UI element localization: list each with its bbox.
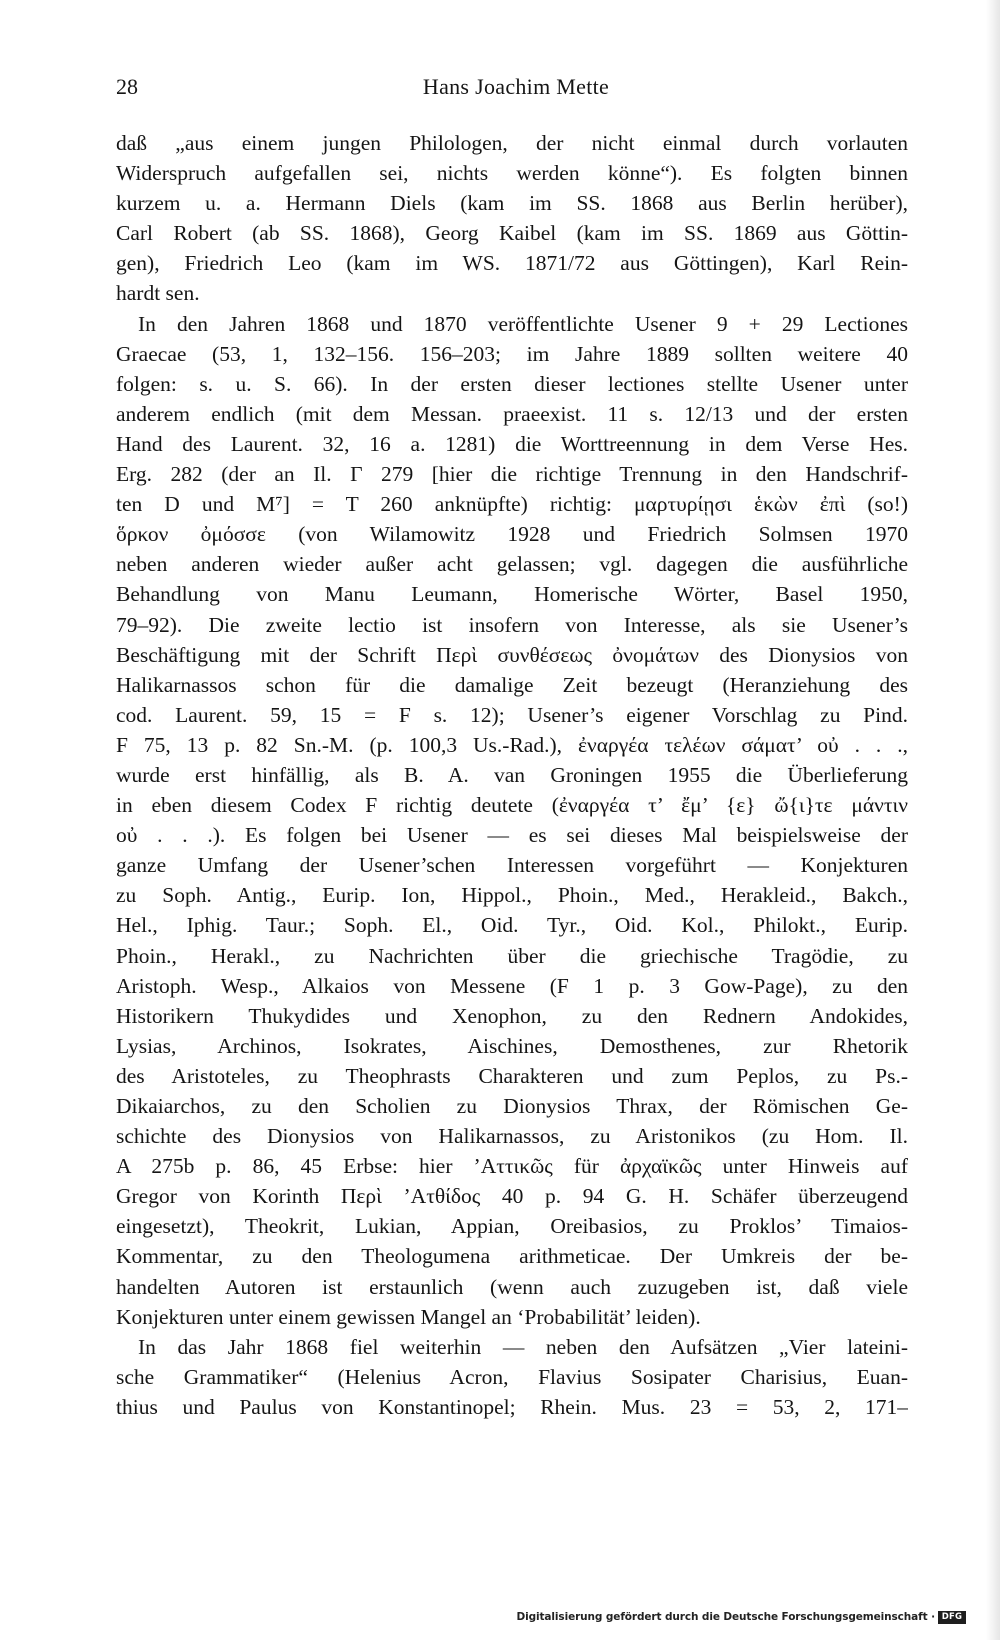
text-line: Phoin., Herakl., zu Nachrichten über die griechische Tragödie, zu bbox=[116, 943, 908, 968]
text-line: sche Grammatiker“ (Helenius Acron, Flavius Sosipater Charisius, Euan- bbox=[116, 1364, 908, 1389]
text-line: daß „aus einem jungen Philologen, der nicht einmal durch vorlauten bbox=[116, 131, 908, 155]
text-line: thius und Paulus von Konstantinopel; Rhein. Mus. 23 = 53, 2, 171– bbox=[116, 1394, 908, 1419]
text-line: Lysias, Archinos, Isokrates, Aischines, Demosthenes, zur Rhetorik bbox=[116, 1033, 908, 1058]
text-line: Erg. 282 (der an Il. Γ 279 [hier die richtige Trennung in den Handschrif- bbox=[116, 462, 908, 487]
text-line: Widerspruch aufgefallen sei, nichts werden könne“). Es folgten binnen bbox=[116, 161, 908, 186]
text-line: Aristoph. Wesp., Alkaios von Messene (F 1 p. 3 Gow-Page), zu den bbox=[116, 973, 908, 998]
text-line: ganze Umfang der Usener’schen Interessen vorgeführt — Konjekturen bbox=[116, 853, 908, 878]
text-line: Beschäftigung mit der Schrift Περὶ συνθέσεως ὀνομάτων des Dionysios von bbox=[116, 642, 908, 667]
text-line: cod. Laurent. 59, 15 = F s. 12); Usener’s eigener Vorschlag zu Pind. bbox=[116, 702, 908, 727]
text-line: F 75, 13 p. 82 Sn.-M. (p. 100,3 Us.-Rad.), ἐναργέα τελέων σάματ’ οὐ . . ., bbox=[116, 732, 908, 757]
text-line: ὅρκον ὀμόσσε (von Wilamowitz 1928 und Friedrich Solmsen 1970 bbox=[116, 522, 908, 547]
text-line: zu Soph. Antig., Eurip. Ion, Hippol., Phoin., Med., Herakleid., Bakch., bbox=[116, 883, 908, 908]
page-header bbox=[116, 74, 916, 104]
page-number: 28 bbox=[116, 74, 138, 99]
paragraph-start-line: In den Jahren 1868 und 1870 veröffentlichte Usener 9 + 29 Lectiones bbox=[138, 311, 908, 336]
text-line: Carl Robert (ab SS. 1868), Georg Kaibel (kam im SS. 1869 aus Göttin- bbox=[116, 221, 908, 246]
text-line: handelten Autoren ist erstaunlich (wenn auch zuzugeben ist, daß viele bbox=[116, 1274, 908, 1299]
dfg-logo-icon: DFG bbox=[938, 1611, 966, 1624]
text-line: Hand des Laurent. 32, 16 a. 1281) die Worttreennung in dem Verse Hes. bbox=[116, 431, 908, 456]
text-line: wurde erst hinfällig, als B. A. van Groningen 1955 die Überlieferung bbox=[116, 762, 908, 787]
scan-page-edge bbox=[986, 0, 1000, 1640]
text-line: gen), Friedrich Leo (kam im WS. 1871/72 aus Göttingen), Karl Rein- bbox=[116, 251, 908, 276]
text-line: Gregor von Korinth Περὶ ’Ατθίδος 40 p. 94 G. H. Schäfer überzeugend bbox=[116, 1184, 908, 1209]
digitization-credit bbox=[516, 1608, 966, 1626]
text-line: des Aristoteles, zu Theophrasts Charakteren und zum Peplos, zu Ps.- bbox=[116, 1063, 908, 1088]
text-line: hardt sen. bbox=[116, 281, 200, 306]
text-line: Dikaiarchos, zu den Scholien zu Dionysios Thrax, der Römischen Ge- bbox=[116, 1094, 908, 1118]
text-line: ten D und M⁷] = T 260 anknüpfte) richtig: μαρτυρίῃσι ἑκὼν ἐπὶ (so!) bbox=[116, 492, 908, 517]
text-line: A 275b p. 86, 45 Erbse: hier ’Αττικῶς für ἀρχαϊκῶς unter Hinweis auf bbox=[116, 1154, 908, 1179]
text-line: 79–92). Die zweite lectio ist insofern von Interesse, als sie Usener’s bbox=[116, 612, 908, 637]
body-text bbox=[116, 128, 908, 1422]
text-line: Konjekturen unter einem gewissen Mangel an ‘Probabilität’ leiden). bbox=[116, 1304, 701, 1329]
text-line: Behandlung von Manu Leumann, Homerische Wörter, Basel 1950, bbox=[116, 582, 908, 607]
text-line: kurzem u. a. Hermann Diels (kam im SS. 1868 aus Berlin herüber), bbox=[116, 191, 908, 216]
running-head: Hans Joachim Mette bbox=[422, 74, 610, 99]
text-line: schichte des Dionysios von Halikarnassos, zu Aristonikos (zu Hom. Il. bbox=[116, 1124, 908, 1149]
text-line: neben anderen wieder außer acht gelassen; vgl. dagegen die ausführliche bbox=[116, 552, 908, 577]
text-line: Hel., Iphig. Taur.; Soph. El., Oid. Tyr., Oid. Kol., Philokt., Eurip. bbox=[116, 913, 908, 938]
text-line: anderem endlich (mit dem Messan. praeexist. 11 s. 12/13 und der ersten bbox=[116, 401, 908, 426]
text-line: folgen: s. u. S. 66). In der ersten dieser lectiones stellte Usener unter bbox=[116, 371, 908, 396]
credit-text: Digitalisierung gefördert durch die Deutsche Forschungsgemeinschaft · bbox=[516, 1611, 935, 1623]
text-line: Graecae (53, 1, 132–156. 156–203; im Jahre 1889 sollten weitere 40 bbox=[116, 341, 908, 366]
text-line: in eben diesem Codex F richtig deutete (ἐναργέα τ’ ἔμ’ {ε} ὤ{ι}τε μάντιν bbox=[116, 793, 908, 818]
text-line: Historikern Thukydides und Xenophon, zu den Rednern Andokides, bbox=[116, 1003, 908, 1028]
text-line: Halikarnassos schon für die damalige Zeit bezeugt (Heranziehung des bbox=[116, 672, 908, 697]
text-line: Kommentar, zu den Theologumena arithmeticae. Der Umkreis der be- bbox=[116, 1244, 908, 1269]
paragraph-start-line: In das Jahr 1868 fiel weiterhin — neben den Aufsätzen „Vier lateini- bbox=[138, 1334, 908, 1359]
text-line: οὐ . . .). Es folgen bei Usener — es sei dieses Mal beispielsweise der bbox=[116, 823, 908, 848]
text-line: eingesetzt), Theokrit, Lukian, Appian, Oreibasios, zu Proklos’ Timaios- bbox=[116, 1214, 908, 1239]
